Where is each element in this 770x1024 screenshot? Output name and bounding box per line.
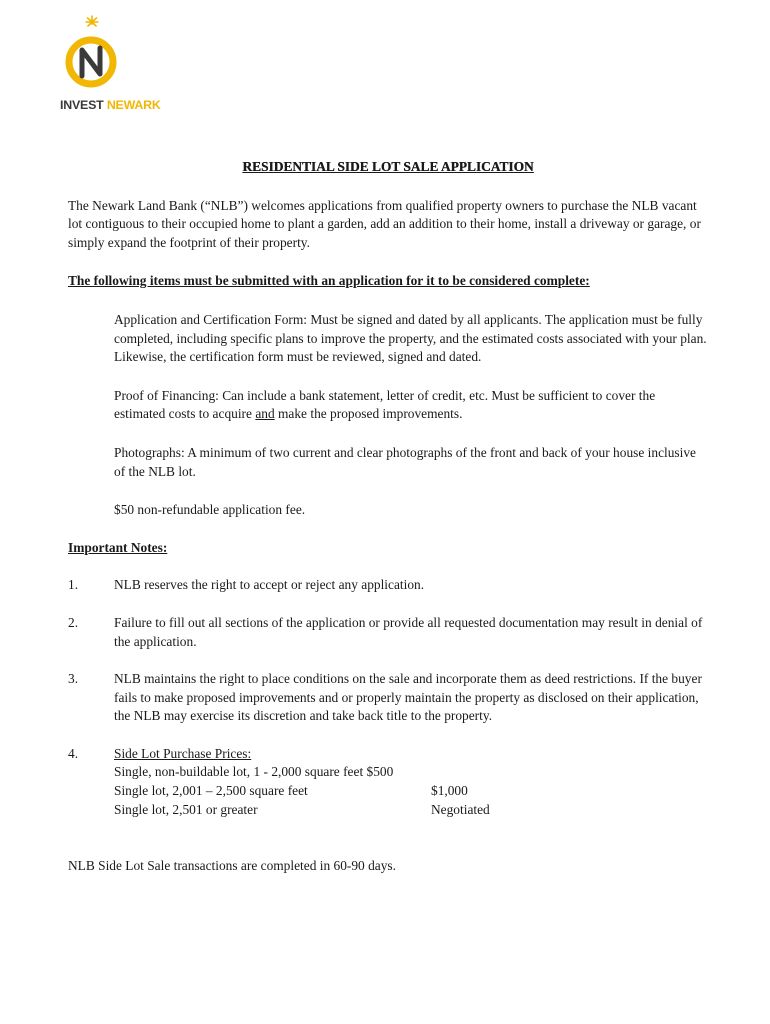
financing-text-start: Proof of Financing: Can include a bank statement, letter of credit, etc. Must be sufficient to cover the estimated costs to acquire (114, 387, 656, 422)
price-row (114, 801, 708, 820)
price-row (114, 782, 708, 801)
requirements-list (114, 311, 708, 520)
price-value: Negotiated (431, 801, 490, 817)
note-number: 4. (68, 745, 79, 761)
document-title: RESIDENTIAL SIDE LOT SALE APPLICATION (242, 159, 534, 174)
logo-wordmark (60, 98, 161, 112)
important-notes-heading: Important Notes: (68, 539, 168, 555)
financing-text-end: make the proposed improvements. (274, 406, 463, 422)
note-item-prices (68, 745, 708, 819)
logo-word-invest: INVEST (60, 98, 104, 112)
price-label: Single lot, 2,501 or greater (114, 801, 258, 817)
price-list-heading: Side Lot Purchase Prices: (114, 745, 252, 761)
requirement-fee: $50 non-refundable application fee. (114, 502, 306, 518)
note-text: NLB maintains the right to place conditions on the sale and incorporate them as deed restrictions. If the buyer fails to make proposed improvements and or properly maintain the property as disclosed on their application, the NLB may exercise its discretion and take back title to the property. (114, 671, 702, 724)
note-item (68, 670, 708, 726)
requirements-heading: The following items must be submitted with an application for it to be considered complete: (68, 273, 590, 289)
note-number: 2. (68, 614, 79, 630)
document-body (68, 158, 708, 876)
note-item (68, 614, 708, 651)
price-label: Single lot, 2,001 – 2,500 square feet (114, 783, 308, 799)
closing-statement: NLB Side Lot Sale transactions are completed in 60-90 days. (68, 858, 396, 874)
financing-and-underlined: and (255, 406, 275, 422)
note-number: 1. (68, 577, 79, 593)
requirement-proof-of-financing (114, 387, 708, 424)
note-number: 3. (68, 671, 79, 687)
sun-n-logo-icon (60, 14, 144, 98)
note-text: NLB reserves the right to accept or reject any application. (114, 577, 425, 593)
price-value: $1,000 (431, 783, 468, 799)
price-line-non-buildable: Single, non-buildable lot, 1 - 2,000 square feet $500 (114, 764, 394, 780)
price-list (114, 745, 708, 819)
note-text: Failure to fill out all sections of the application or provide all requested documentation may result in denial of the application. (114, 614, 703, 649)
requirement-photographs: Photographs: A minimum of two current and clear photographs of the front and back of your house inclusive of the NLB lot. (114, 444, 696, 479)
intro-paragraph: The Newark Land Bank (“NLB”) welcomes applications from qualified property owners to purchase the NLB vacant lot contiguous to their occupied home to plant a garden, add an addition to their home, install a driveway or garage, or simply expand the footprint of their property. (68, 197, 701, 250)
note-item (68, 576, 708, 595)
invest-newark-logo (60, 14, 161, 114)
logo-word-newark: NEWARK (106, 98, 161, 112)
requirement-application-form: Application and Certification Form: Must be signed and dated by all applicants. The application must be fully completed, including specific plans to improve the property, and the estimated costs associated with your plan. Likewise, the certification form must be reviewed, signed and dated. (114, 311, 707, 365)
